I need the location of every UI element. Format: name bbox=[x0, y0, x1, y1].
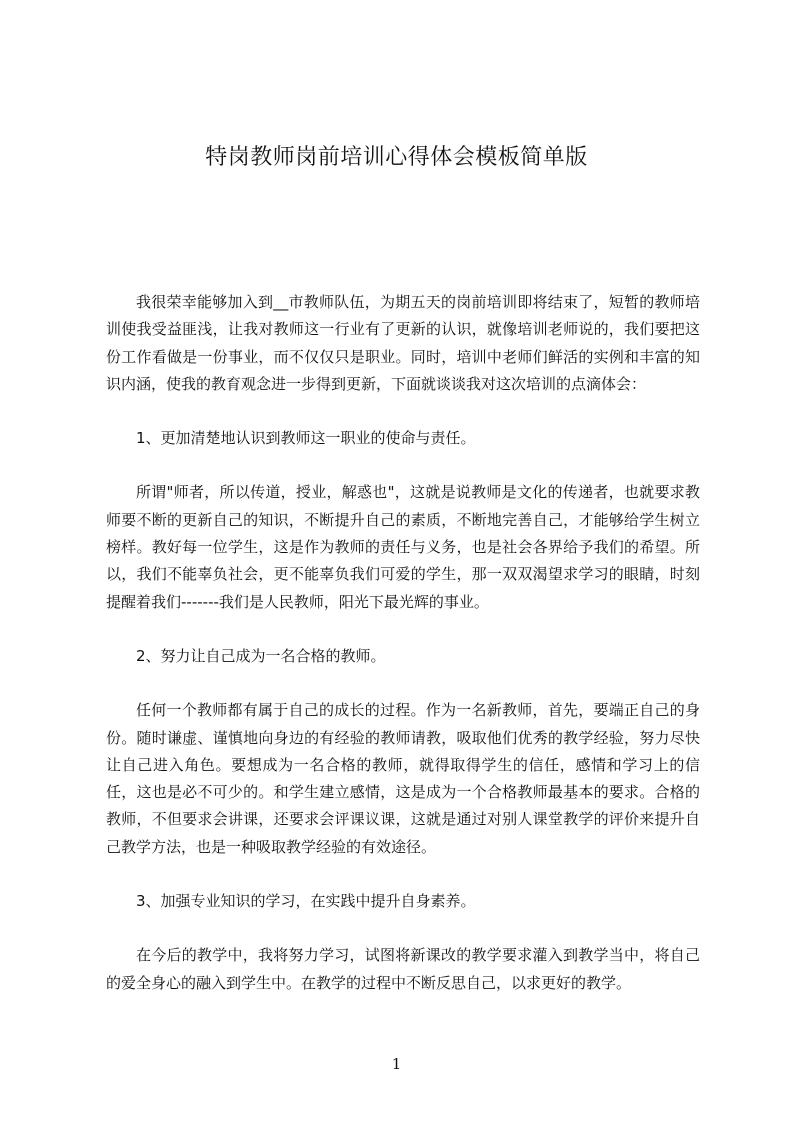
section-heading-2: 2、努力让自己成为一名合格的教师。 bbox=[136, 646, 386, 665]
section-heading-1: 1、更加清楚地认识到教师这一职业的使命与责任。 bbox=[136, 429, 476, 448]
intro-paragraph: 我很荣幸能够加入到__市教师队伍，为期五天的岗前培训即将结束了，短暂的教师培训使我受益匪浅，让我对教师这一行业有了更新的认识，就像培训老师说的，我们要把这份工作看做是一份事业，而不仅仅只是职业。同时，培训中老师们鲜活的实例和丰富的知识内涵，使我的教育观念进一步得到更新，下面就谈谈我对这次培训的点滴体会： bbox=[106, 293, 700, 393]
section-heading-3: 3、加强专业知识的学习，在实践中提升自身素养。 bbox=[136, 892, 476, 911]
paragraph-spacer bbox=[106, 670, 700, 697]
paragraph-spacer bbox=[106, 915, 700, 942]
document-title: 特岗教师岗前培训心得体会模板简单版 bbox=[205, 145, 588, 170]
paragraph-spacer bbox=[106, 398, 700, 425]
paragraph-spacer bbox=[106, 861, 700, 888]
section-body-3: 在今后的教学中，我将努力学习，试图将新课改的教学要求灌入到教学当中，将自己的爱全身心的融入到学生中。在教学的过程中不断反思自己，以求更好的教学。 bbox=[106, 946, 700, 992]
section-body-1: 所谓"师者，所以传道，授业，解惑也"，这就是说教师是文化的传递者，也就要求教师要不断的更新自己的知识，不断提升自己的素质，不断地完善自己，才能够给学生树立榜样。教好每一位学生，这是作为教师的责任与义务，也是社会各界给予我们的希望。所以，我们不能辜负社会，更不能辜负我们可爱的学生，那一双双渴望求学习的眼睛，时刻提醒着我们-------我们是人民教师，阳光下最光辉的事业。 bbox=[106, 483, 700, 611]
document-body bbox=[106, 289, 700, 997]
page-number: 1 bbox=[391, 1055, 402, 1073]
paragraph-spacer bbox=[106, 616, 700, 643]
paragraph-spacer bbox=[106, 452, 700, 479]
section-body-2: 任何一个教师都有属于自己的成长的过程。作为一名新教师，首先，要端正自己的身份。随时谦虚、谨慎地向身边的有经验的教师请教，吸取他们优秀的教学经验，努力尽快让自己进入角色。要想成为一名合格的教师，就得取得学生的信任，感情和学习上的信任，这也是必不可少的。和学生建立感情，这是成为一个合格教师最基本的要求。合格的教师，不但要求会讲课，还要求会评课议课，这就是通过对别人课堂教学的评价来提升自己教学方法，也是一种吸取教学经验的有效途径。 bbox=[106, 701, 700, 856]
